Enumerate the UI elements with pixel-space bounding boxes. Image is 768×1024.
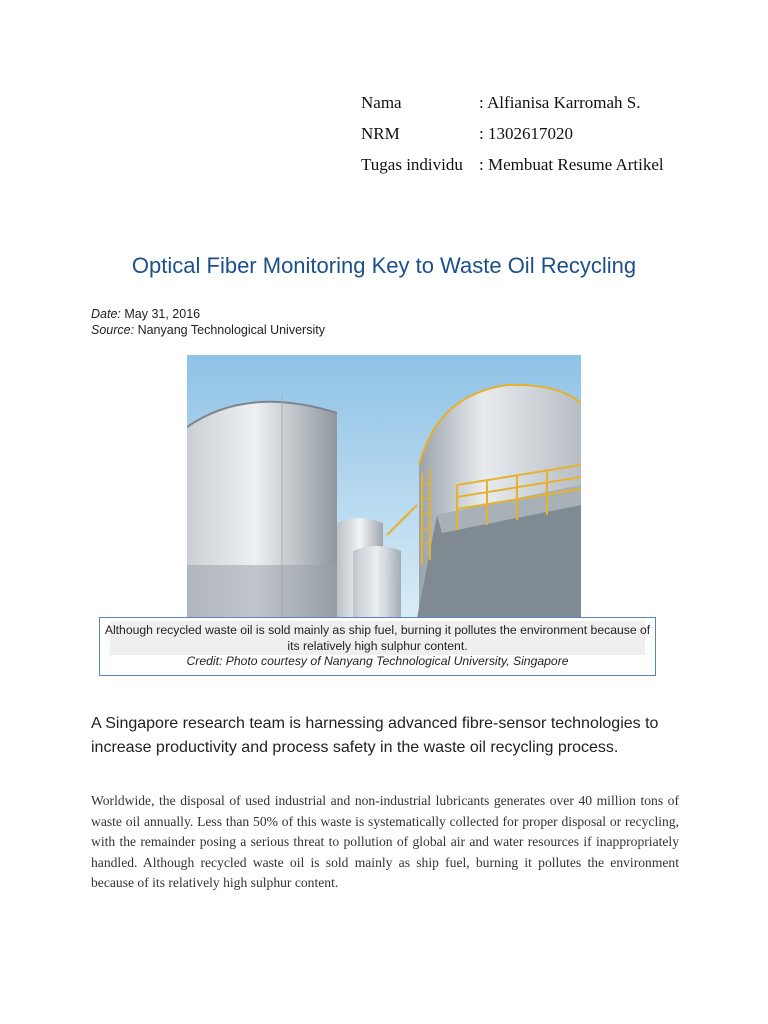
caption-credit: Credit: Photo courtesy of Nanyang Technological University, Singapore (186, 654, 569, 668)
article-lead: A Singapore research team is harnessing advanced fibre-sensor technologies to increase productivity and process safety in the waste oil recycling process. (91, 715, 659, 756)
source-line (91, 322, 325, 338)
source-label: Source: (91, 323, 135, 337)
caption-body: Although recycled waste oil is sold mainly as ship fuel, burning it pollutes the environment because of its relatively high sulphur content. (104, 623, 651, 653)
article-meta (91, 306, 325, 338)
info-row-tugas (361, 154, 721, 185)
info-label: Nama (361, 93, 402, 112)
waste-oil-tanks-image (187, 355, 581, 618)
info-row-nrm (361, 123, 721, 154)
student-info (361, 92, 721, 185)
article-body: Worldwide, the disposal of used industrial and non-industrial lubricants generates over 40 million tons of waste oil annually. Less than 50% of this waste is systematically collected for proper disposal or recycling, with the remainder posing a serious threat to pollution of global air and water resources if inappropriately handled. Although recycled waste oil is sold mainly as ship fuel, burning it pollutes the environment because of its relatively high sulphur content. (91, 793, 679, 890)
info-label: Tugas individu (361, 155, 463, 174)
info-value: : Alfianisa Karromah S. (479, 93, 641, 112)
info-row-nama (361, 92, 721, 123)
source-value: Nanyang Technological University (137, 323, 325, 337)
info-value: : Membuat Resume Artikel (479, 155, 664, 174)
info-value: : 1302617020 (479, 124, 573, 143)
date-label: Date: (91, 307, 121, 321)
photo-caption-box (99, 617, 656, 676)
date-value: May 31, 2016 (124, 307, 201, 321)
article-photo (187, 355, 581, 618)
caption-text (100, 623, 655, 670)
article-title: Optical Fiber Monitoring Key to Waste Oil Recycling (131, 253, 637, 278)
date-line (91, 306, 325, 322)
info-label: NRM (361, 124, 400, 143)
